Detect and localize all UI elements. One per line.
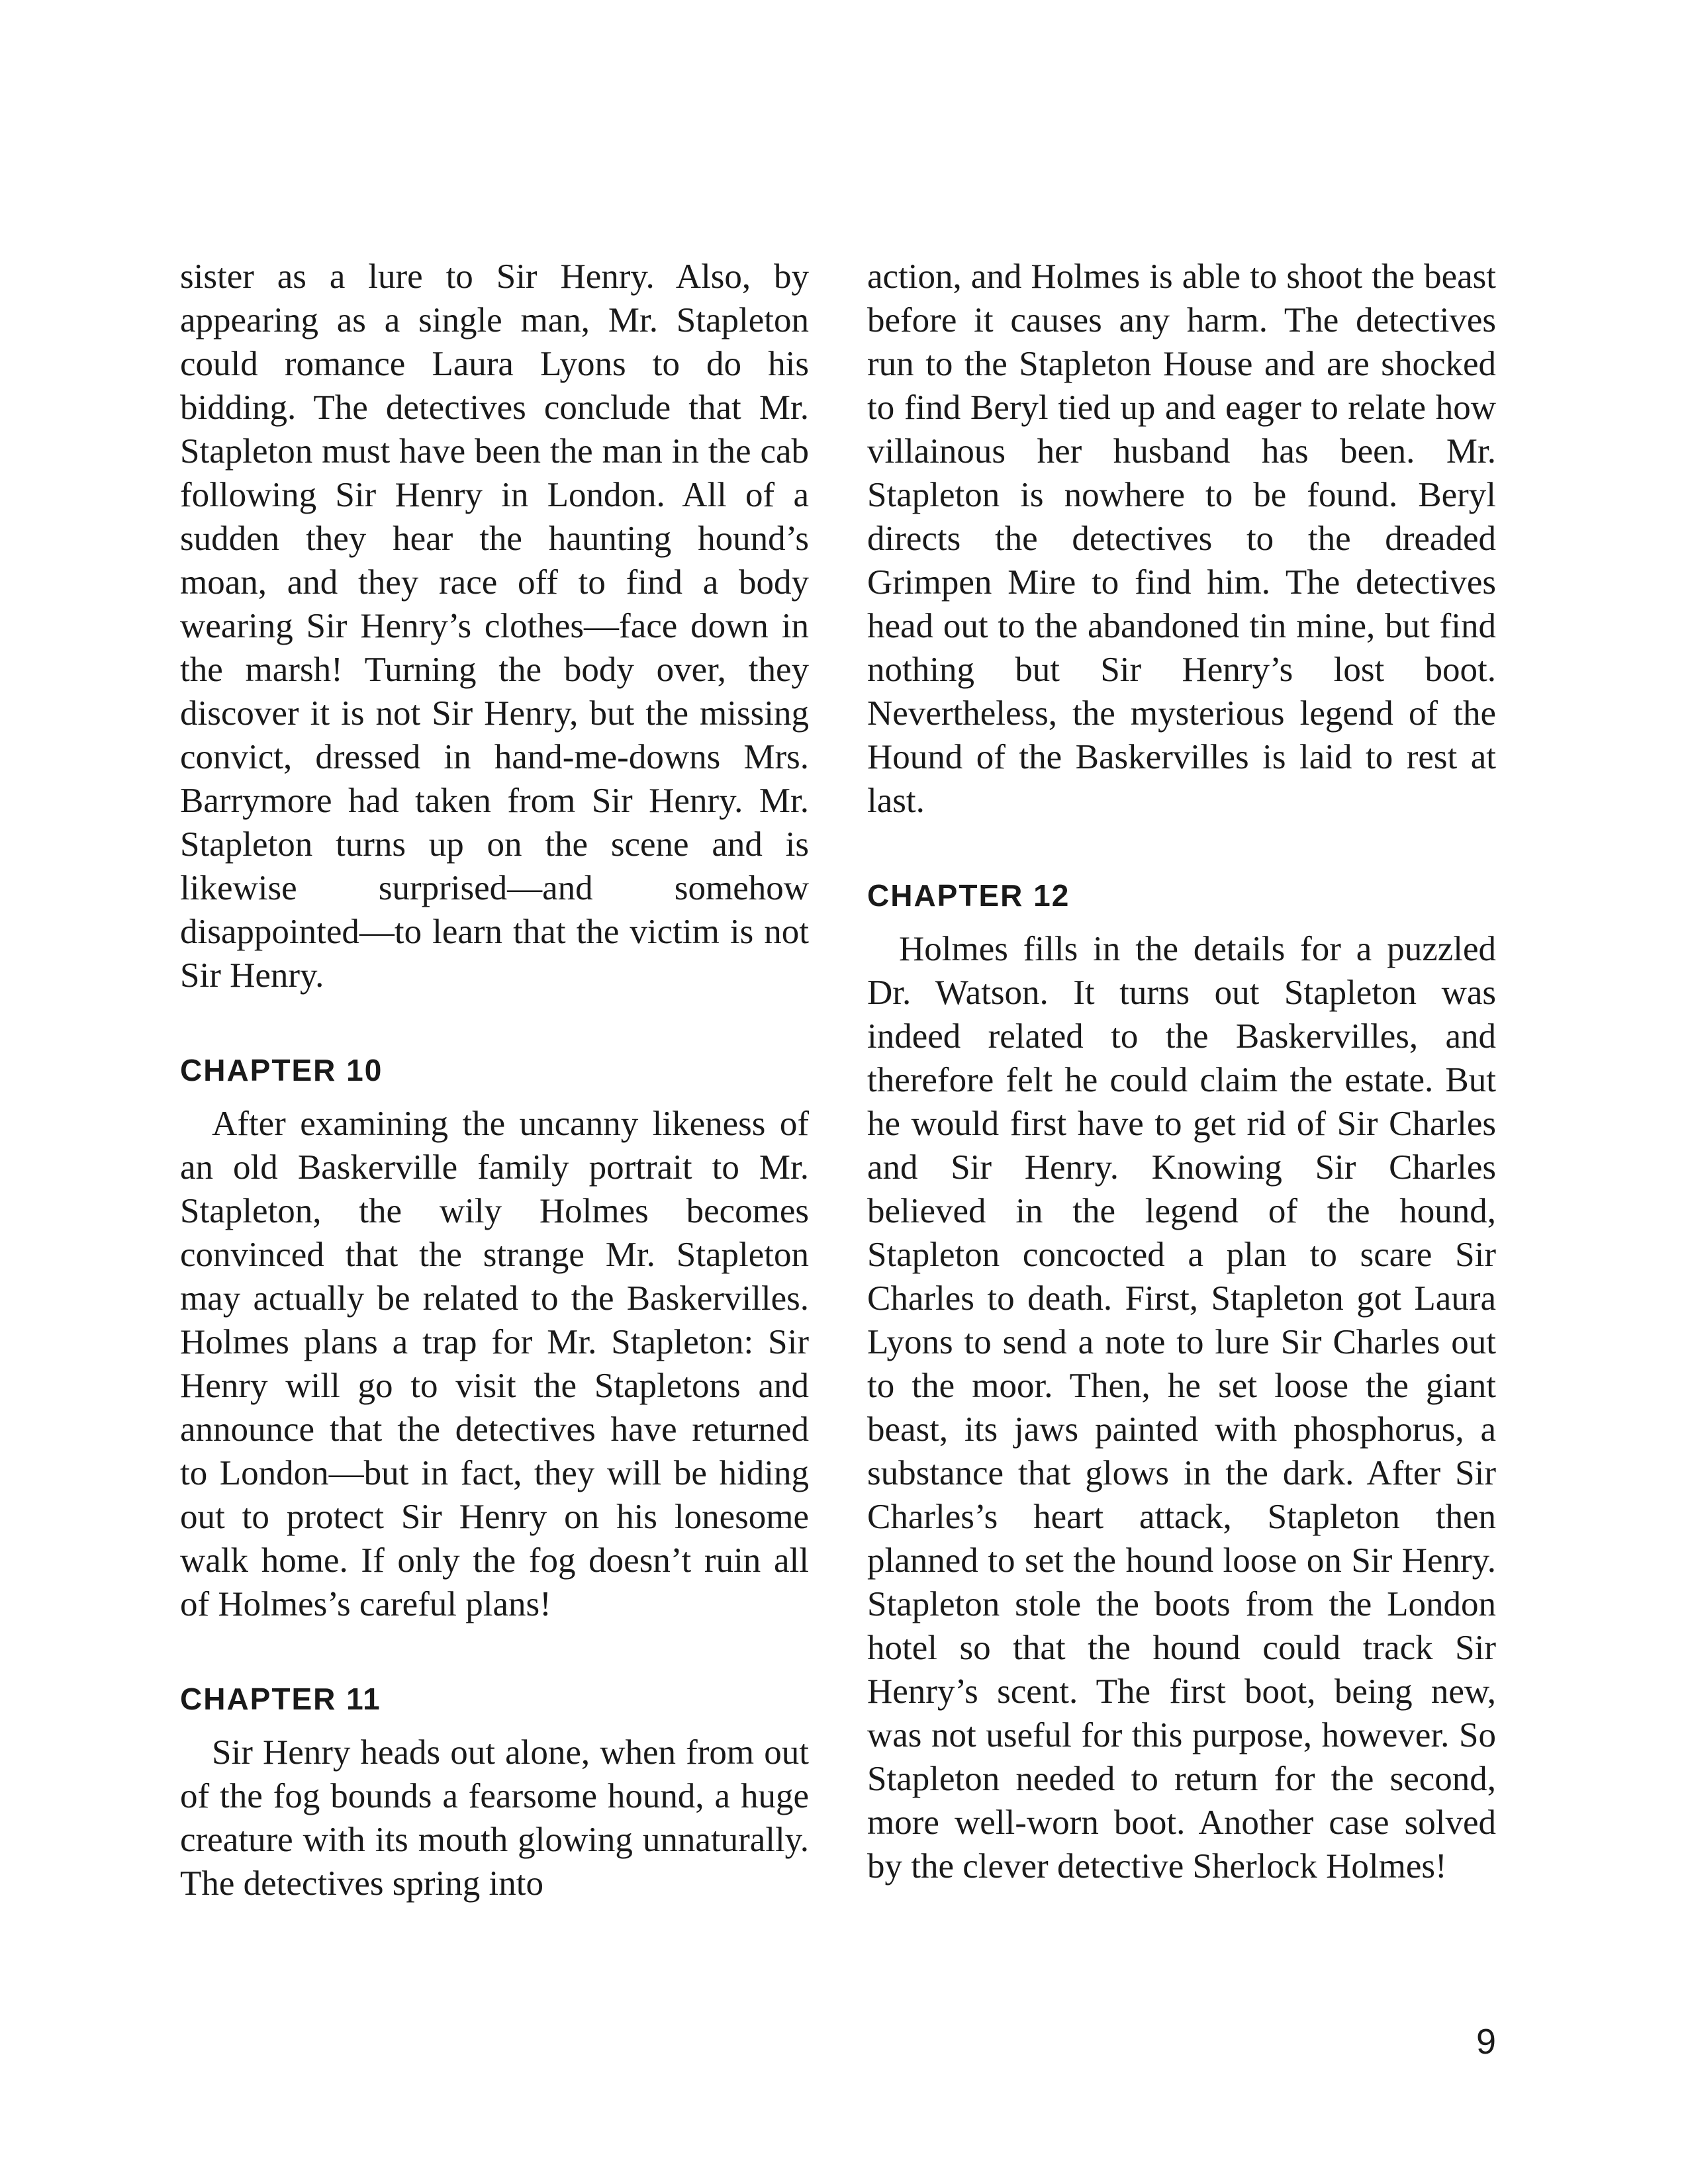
left-column xyxy=(180,255,809,1905)
chapter-12-paragraph: Holmes fills in the details for a puzzled Dr. Watson. It turns out Stapleton was indeed related to the Baskervilles, and therefore felt he could claim the estate. But he would first have to get rid of Sir Charles and Sir Henry. Knowing Sir Charles believed in the legend of the hound, Stapleton concocted a plan to scare Sir Charles to death. First, Stapleton got Laura Lyons to send a note to lure Sir Charles out to the moor. Then, he set loose the giant beast, its jaws painted with phosphorus, a substance that glows in the dark. After Sir Charles’s heart attack, Stapleton then planned to set the hound loose on Sir Henry. Stapleton stole the boots from the London hotel so that the hound could track Sir Henry’s scent. The first boot, being new, was not useful for this purpose, however. So Stapleton needed to return for the second, more well-worn boot. Another case solved by the clever detective Sherlock Holmes! xyxy=(867,930,1496,1886)
right-column xyxy=(867,255,1496,1888)
page-number: 9 xyxy=(1476,2022,1496,2062)
chapter-10-paragraph: After examining the uncanny likeness of an old Baskerville family portrait to Mr. Stapleton, the wily Holmes becomes convinced that the strange Mr. Stapleton may actually be related to the Baskervilles. Holmes plans a trap for Mr. Stapleton: Sir Henry will go to visit the Stapletons and announce that the detectives have returned to London—but in fact, they will be hiding out to protect Sir Henry on his lonesome walk home. If only the fog doesn’t ruin all of Holmes’s careful plans! xyxy=(180,1105,809,1623)
continuation-paragraph: sister as a lure to Sir Henry. Also, by appearing as a single man, Mr. Stapleton could romance Laura Lyons to do his bidding. The detectives conclude that Mr. Stapleton must have been the man in the cab following Sir Henry in London. All of a sudden they hear the haunting hound’s moan, and they race off to find a body wearing Sir Henry’s clothes—face down in the marsh! Turning the body over, they discover it is not Sir Henry, but the missing convict, dressed in hand-me-downs Mrs. Barrymore had taken from Sir Henry. Mr. Stapleton turns up on the scene and is likewise surprised—and somehow disappointed—to learn that the victim is not Sir Henry. xyxy=(180,257,809,995)
chapter-12-heading: CHAPTER 12 xyxy=(867,878,1070,913)
chapter-11-paragraph-end: action, and Holmes is able to shoot the beast before it causes any harm. The detectives run to the Stapleton House and are shocked to find Beryl tied up and eager to relate how villainous her husband has been. Mr. Stapleton is nowhere to be found. Beryl directs the detectives to the dreaded Grimpen Mire to find him. The detectives head out to the abandoned tin mine, but find nothing but Sir Henry’s lost boot. Nevertheless, the mysterious legend of the Hound of the Baskervilles is laid to rest at last. xyxy=(867,257,1496,820)
chapter-11-paragraph-start: Sir Henry heads out alone, when from out of the fog bounds a fearsome hound, a huge creature with its mouth glowing unnaturally. The detectives spring into xyxy=(180,1733,809,1903)
chapter-11-heading: CHAPTER 11 xyxy=(180,1682,381,1716)
chapter-10-heading: CHAPTER 10 xyxy=(180,1053,383,1087)
